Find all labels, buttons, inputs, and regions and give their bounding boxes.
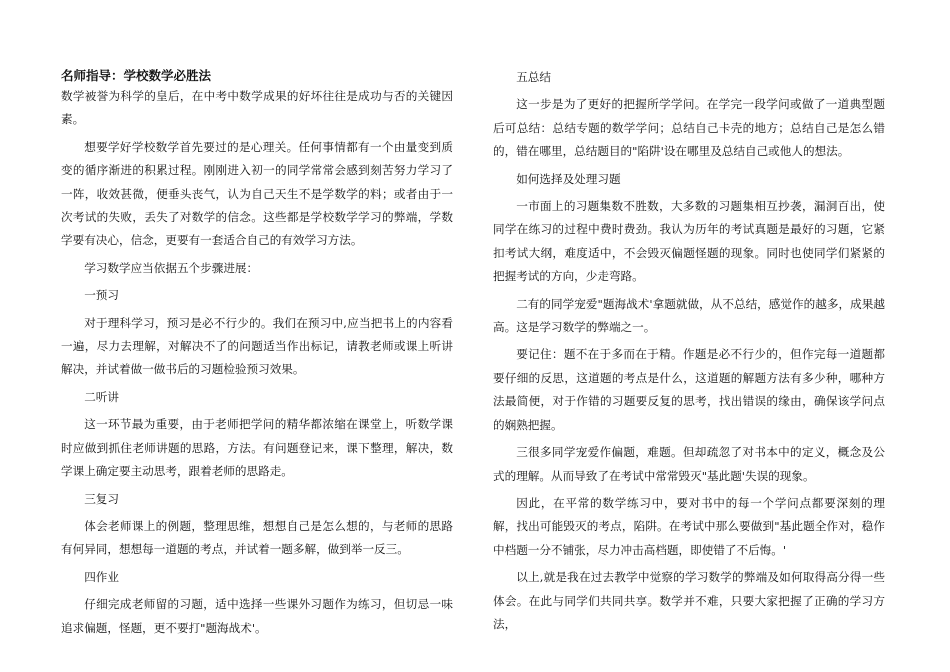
paragraph-listen: 这一环节最为重要，由于老师把学问的精华都浓缩在课堂上，听数学课时应做到抓住老师讲题的思路，方法。有问题登记来，课下整理，解决，数学课上确定要主动思考，跟着老师的思路走。 <box>61 417 453 479</box>
intro-paragraph: 数学被誉为科学的皇后，在中考中数学成果的好坏往往是成功与否的关键因素。 <box>61 89 453 127</box>
paragraph-conclusion: 以上,就是我在过去教学中觉察的学习数学的弊端及如何取得高分得一些体会。在此与同学们共同共享。数学并不难，只要大家把握了正确的学习方法， <box>493 570 885 631</box>
paragraph-review: 体会老师课上的例题，整理思维，想想自己是怎么想的，与老师的思路有何异同，想想每一道题的考点，并试着一题多解，做到举一反三。 <box>61 518 453 557</box>
right-column <box>493 66 885 640</box>
paragraph-exercise-sets: 一市面上的习题集数不胜数，大多数的习题集相互抄袭，漏洞百出，使同学在练习的过程中费时费劲。我认为历年的考试真题是最好的习题，它紧扣考试大纲，难度适中，不会毁灭偏题怪题的现象。同时也使同学们紧紧的把握考试的方向，少走弯路。 <box>493 199 885 284</box>
paragraph-mindset: 想要学好学校数学首先要过的是心理关。任何事情都有一个由量变到质变的循序渐进的积累过程。刚刚进入初一的同学常常会感到刻苦努力学习了一阵，收效甚微，便垂头丧气，认为自己天生不是学数学的料；或者由于一次考试的失败，丢失了对数学的信念。这些都是学校数学学习的弊端，学数学要有决心，信念，更要有一套适合自己的有效学习方法。 <box>61 139 453 248</box>
heading-listen: 二听讲 <box>84 389 119 404</box>
heading-preview: 一预习 <box>84 288 119 303</box>
paragraph-quality: 要记住：题不在于多而在于精。作题是必不行少的，但作完每一道题都要仔细的反思，这道题的考点是什么，这道题的解题方法有多少种，哪种方法最简便，对于作错的习题要反复的思考，找出错误的缘由，确保该学问点的娴熟把握。 <box>493 347 885 432</box>
heading-homework: 四作业 <box>84 569 119 584</box>
paragraph-five-steps: 学习数学应当依据五个步骤进展： <box>84 260 259 275</box>
paragraph-practice: 因此，在平常的数学练习中，要对书中的每一个学问点都要深刻的理解，找出可能毁灭的考点，陷阱。在考试中那么要做到"基此题全作对，稳作中档题一分不铺张，尽力冲击高档题，即使错了不后悔。' <box>493 495 885 557</box>
left-column <box>61 66 453 644</box>
paragraph-homework: 仔细完成老师留的习题，适中选择一些课外习题作为练习，但切忌一味追求偏题，怪题，更不要打"题海战术'。 <box>61 597 453 635</box>
heading-summary: 五总结 <box>516 70 551 84</box>
heading-exercises: 如何选择及处理习题 <box>516 171 621 186</box>
article-title: 名师指导：学校数学必胜法 <box>61 68 212 83</box>
paragraph-summary: 这一步是为了更好的把握所学学问。在学完一段学问或做了一道典型题后可总结：总结专题的数学学问；总结自己卡壳的地方；总结自己是怎么错的，错在哪里，总结题目的"陷阱'设在哪里及总结自己或他人的想法。 <box>493 97 885 159</box>
paragraph-hard-problems: 三很多同学宠爱作偏题，难题。但却疏忽了对书本中的定义，概念及公式的理解。从而导致了在考试中常常毁灭"基此题'失误的现象。 <box>493 445 885 483</box>
paragraph-sea-tactic: 二有的同学宠爱"题海战术'拿题就做，从不总结，感觉作的越多，成果越高。这是学习数学的弊端之一。 <box>493 296 885 335</box>
paragraph-preview: 对于理科学习，预习是必不行少的。我们在预习中,应当把书上的内容看一遍，尽力去理解，对解决不了的问题适当作出标记，请教老师或课上听讲解决，并试着做一做书后的习题检验预习效果。 <box>61 315 453 377</box>
heading-review: 三复习 <box>84 491 119 506</box>
